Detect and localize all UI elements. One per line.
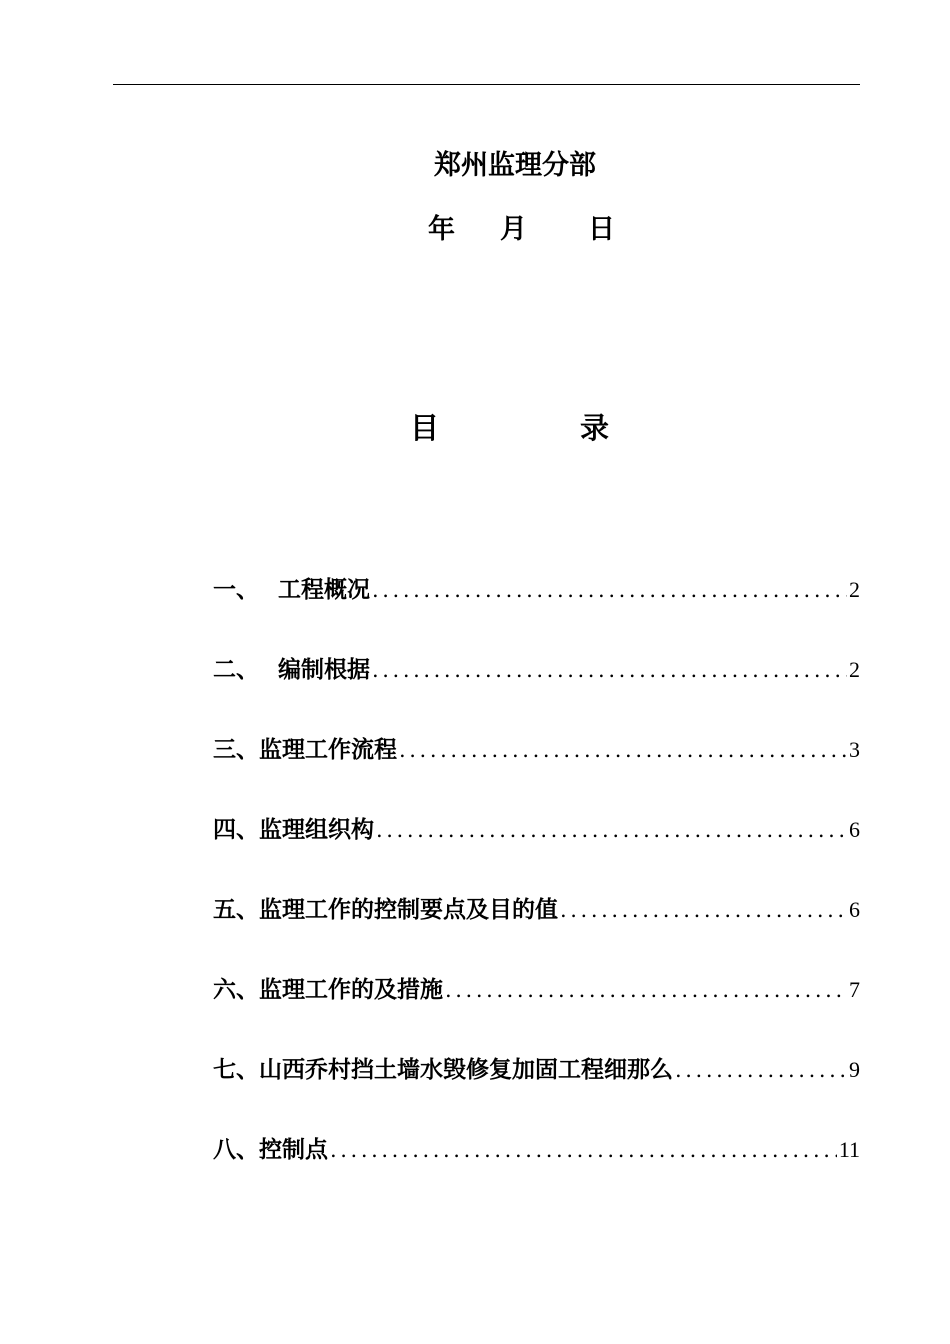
toc-list [213,570,860,1210]
toc-entry-number: 四、 [213,817,259,843]
toc-entry[interactable] [213,890,860,930]
toc-entry-title: 控制点 [259,1137,328,1163]
toc-entry-leader [372,650,847,690]
toc-entry-page: 2 [849,577,860,602]
toc-entry[interactable] [213,810,860,850]
toc-entry-page: 9 [849,1057,860,1082]
toc-entry-leader [675,1050,847,1090]
toc-entry-page: 3 [849,737,860,762]
toc-entry-title: 山西乔村挡土墙水毁修复加固工程细那么 [259,1057,673,1083]
toc-entry-number: 三、 [213,737,259,763]
toc-entry-leader [560,890,847,930]
date-day: 日 [588,214,615,245]
toc-entry-number: 七、 [213,1057,259,1083]
toc-entry-title: 编制根据 [278,657,370,683]
toc-entry[interactable] [213,1130,860,1170]
toc-heading [0,406,950,450]
header-rule [113,84,860,85]
toc-entry-page: 7 [849,977,860,1002]
toc-entry[interactable] [213,1050,860,1090]
toc-entry-number: 五、 [213,897,259,923]
toc-entry-leader [376,810,847,850]
toc-entry-title: 监理工作的控制要点及目的值 [259,897,558,923]
date-line [0,210,950,250]
toc-heading-right: 录 [580,411,610,445]
toc-heading-left: 目 [410,411,440,445]
toc-entry-title: 工程概况 [278,577,370,603]
toc-entry-page: 2 [849,657,860,682]
toc-entry-number: 二、 [213,657,259,683]
organization-name: 郑州监理分部 [434,150,596,181]
toc-entry-page: 6 [849,817,860,842]
toc-entry-page: 11 [838,1137,860,1162]
toc-entry[interactable] [213,650,860,690]
toc-entry-leader [399,730,847,770]
toc-entry-title: 监理工作流程 [259,737,397,763]
date-month: 月 [500,214,527,245]
toc-entry-leader [445,970,847,1010]
toc-entry-number: 一、 [213,577,259,603]
toc-entry[interactable] [213,970,860,1010]
toc-entry-number: 六、 [213,977,259,1003]
toc-entry-title: 监理工作的及措施 [259,977,443,1003]
toc-entry-leader [330,1130,837,1170]
toc-entry-number: 八、 [213,1137,259,1163]
toc-entry-leader [372,570,847,610]
date-year: 年 [428,214,455,245]
toc-entry-title: 监理组织构 [259,817,374,843]
toc-entry[interactable] [213,730,860,770]
toc-entry[interactable] [213,570,860,610]
toc-entry-page: 6 [849,897,860,922]
